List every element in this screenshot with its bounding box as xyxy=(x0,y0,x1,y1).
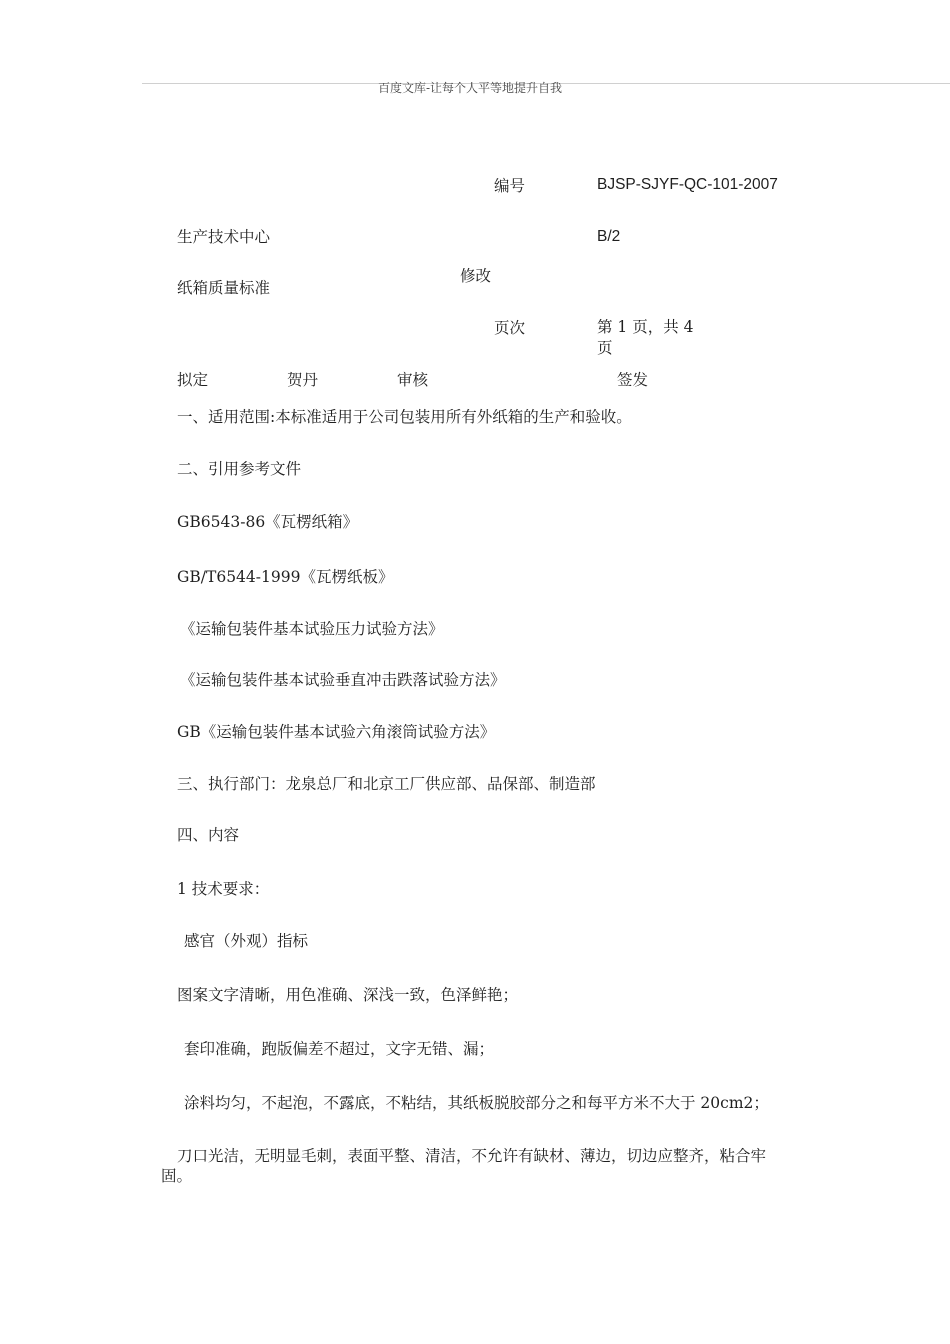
page-header-watermark: 百度文库-让每个人平等地提升自我 xyxy=(378,81,563,95)
references-heading: 二、引用参考文件 xyxy=(177,460,302,478)
tech-requirements-heading: 1 技术要求： xyxy=(177,880,270,898)
scope-paragraph: 一、适用范围:本标准适用于公司包装用所有外纸箱的生产和验收。 xyxy=(177,408,632,426)
department-name: 生产技术中心 xyxy=(177,228,271,246)
reference-item: 《运输包装件基本试验垂直冲击跌落试验方法》 xyxy=(180,671,506,689)
requirement-item: 套印准确，跑版偏差不超过，文字无错、漏； xyxy=(184,1040,495,1058)
departments-paragraph: 三、执行部门：龙泉总厂和北京工厂供应部、品保部、制造部 xyxy=(177,775,596,793)
reference-item: GB《运输包装件基本试验六角滚筒试验方法》 xyxy=(177,723,496,741)
revision-label: 修改 xyxy=(460,267,492,285)
issued-label: 签发 xyxy=(617,371,649,389)
revision-value: B/2 xyxy=(597,228,621,245)
document-title: 纸箱质量标准 xyxy=(177,279,271,297)
content-heading: 四、内容 xyxy=(177,826,240,844)
doc-number-label: 编号 xyxy=(494,177,526,195)
page-label: 页次 xyxy=(494,319,526,337)
drafted-by-name: 贺丹 xyxy=(287,371,319,389)
reference-item: GB6543-86《瓦楞纸箱》 xyxy=(177,513,359,531)
reviewed-label: 审核 xyxy=(397,371,429,389)
requirement-item: 图案文字清晰，用色准确、深浅一致，色泽鲜艳； xyxy=(177,986,519,1004)
sensory-heading: 感官（外观）指标 xyxy=(184,932,309,950)
doc-number-value: BJSP-SJYF-QC-101-2007 xyxy=(597,176,778,193)
requirement-item-line1: 刀口光洁，无明显毛刺，表面平整、清洁，不允许有缺材、薄边，切边应整齐，粘合牢 xyxy=(177,1147,767,1165)
drafted-label: 拟定 xyxy=(177,371,209,389)
reference-item: GB/T6544-1999《瓦楞纸板》 xyxy=(177,568,394,586)
requirement-item: 涂料均匀，不起泡，不露底，不粘结，其纸板脱胶部分之和每平方米不大于 20cm2； xyxy=(184,1094,769,1112)
reference-item: 《运输包装件基本试验压力试验方法》 xyxy=(180,620,444,638)
page-value-line2: 页 xyxy=(597,339,613,357)
page-value-line1: 第 1 页，共 4 xyxy=(597,318,694,336)
requirement-item-line2: 固。 xyxy=(161,1167,193,1185)
